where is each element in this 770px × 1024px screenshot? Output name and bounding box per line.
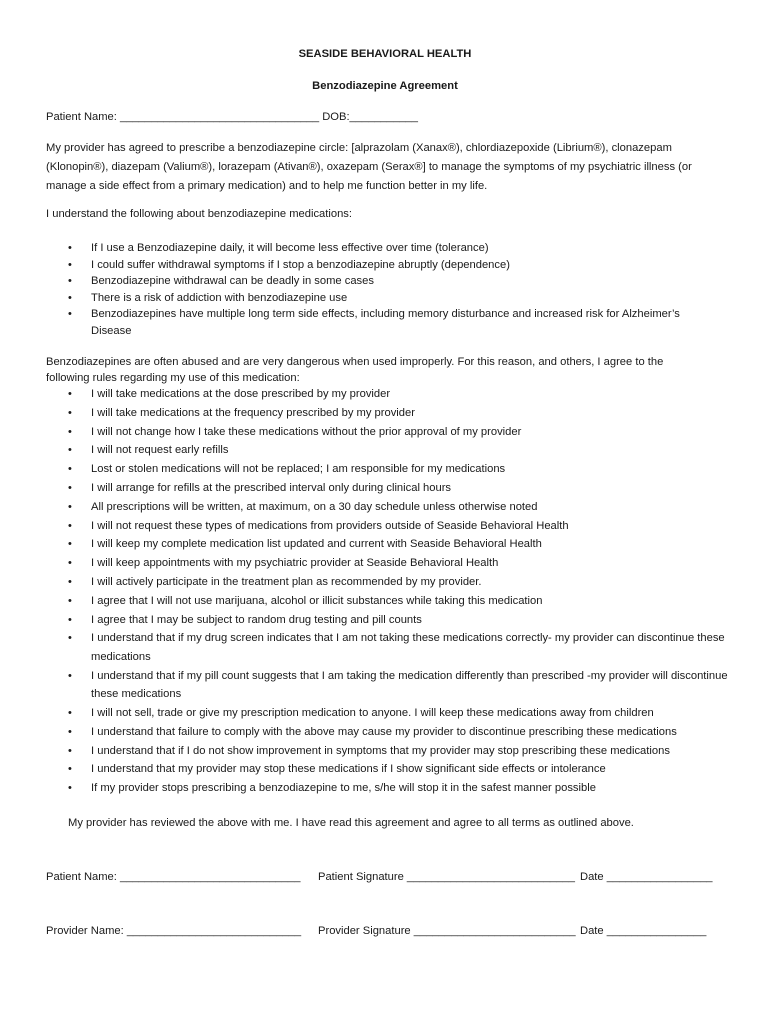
list-item: • I will arrange for refills at the prescribed interval only during clinical hours	[46, 479, 736, 498]
list-item: • Lost or stolen medications will not be replaced; I am responsible for my medications	[46, 460, 736, 479]
patient-date-field[interactable]: Date _________________	[580, 871, 713, 883]
list-item: • I understand that if I do not show improvement in symptoms that my provider may stop prescribing these medications	[46, 742, 736, 761]
document-title: Benzodiazepine Agreement	[312, 80, 458, 92]
list-item: • I understand that failure to comply with the above may cause my provider to discontinue prescribing these medications	[46, 723, 736, 742]
list-item: • All prescriptions will be written, at maximum, on a 30 day schedule unless otherwise noted	[46, 498, 736, 517]
reviewed-statement: My provider has reviewed the above with me. I have read this agreement and agree to all terms as outlined above.	[68, 817, 634, 829]
provider-date-field[interactable]: Date ________________	[580, 925, 707, 937]
provider-name-field[interactable]: Provider Name: ____________________________	[46, 925, 302, 937]
list-item: • There is a risk of addiction with benzodiazepine use	[46, 290, 706, 307]
list-item: • I will not request these types of medications from providers outside of Seaside Behavioral Health	[46, 517, 736, 536]
intro-paragraph: My provider has agreed to prescribe a benzodiazepine circle: [alprazolam (Xanax®), chlordiazepoxide (Librium®), clonazepam (Klonopin®), diazepam (Valium®), lorazepam (Ativan®), oxazepam (Serax®] to manage the symptoms of my psychiatric illness (or manage a side effect from a primary medication) and to help me function better in my life.	[46, 142, 692, 192]
understand-heading: I understand the following about benzodiazepine medications:	[46, 208, 353, 220]
provider-signature-field[interactable]: Provider Signature __________________________	[318, 925, 576, 937]
list-item: • I will take medications at the dose prescribed by my provider	[46, 385, 736, 404]
list-item: • I will not request early refills	[46, 441, 736, 460]
provider-signature-row	[46, 925, 736, 985]
list-item: • I understand that if my pill count suggests that I am taking the medication differently than prescribed -my provider will discontinue these medications	[46, 667, 736, 704]
patient-signature-row	[46, 871, 736, 931]
list-item: • I will keep appointments with my psychiatric provider at Seaside Behavioral Health	[46, 554, 736, 573]
patient-signature-field[interactable]: Patient Signature ___________________________	[318, 871, 575, 883]
understand-list	[46, 240, 706, 339]
list-item: • I understand that if my drug screen indicates that I am not taking these medications correctly- my provider can discontinue these medications	[46, 629, 736, 666]
list-item: • I understand that my provider may stop these medications if I show significant side effects or intolerance	[46, 760, 736, 779]
rules-intro-paragraph: Benzodiazepines are often abused and are very dangerous when used improperly. For this reason, and others, I agree to the following rules regarding my use of this medication:	[46, 356, 664, 384]
list-item: • I could suffer withdrawal symptoms if I stop a benzodiazepine abruptly (dependence)	[46, 257, 706, 274]
rules-list	[46, 385, 736, 798]
list-item: • Benzodiazepines have multiple long term side effects, including memory disturbance and increased risk for Alzheimer’s Disease	[46, 306, 706, 339]
list-item: • I will take medications at the frequency prescribed by my provider	[46, 404, 736, 423]
list-item: • I agree that I will not use marijuana, alcohol or illicit substances while taking this medication	[46, 592, 736, 611]
list-item: • I will actively participate in the treatment plan as recommended by my provider.	[46, 573, 736, 592]
list-item: • Benzodiazepine withdrawal can be deadly in some cases	[46, 273, 706, 290]
list-item: • I agree that I may be subject to random drug testing and pill counts	[46, 611, 736, 630]
organization-name: SEASIDE BEHAVIORAL HEALTH	[298, 48, 472, 60]
list-item: • If I use a Benzodiazepine daily, it will become less effective over time (tolerance)	[46, 240, 706, 257]
list-item: • I will not change how I take these medications without the prior approval of my provider	[46, 423, 736, 442]
list-item: • If my provider stops prescribing a benzodiazepine to me, s/he will stop it in the safest manner possible	[46, 779, 736, 798]
list-item: • I will not sell, trade or give my prescription medication to anyone. I will keep these medications away from children	[46, 704, 736, 723]
list-item: • I will keep my complete medication list updated and current with Seaside Behavioral Health	[46, 535, 736, 554]
patient-name-field[interactable]: Patient Name: _____________________________	[46, 871, 301, 883]
patient-name-dob-line: Patient Name: ________________________________ DOB:___________	[46, 111, 419, 123]
